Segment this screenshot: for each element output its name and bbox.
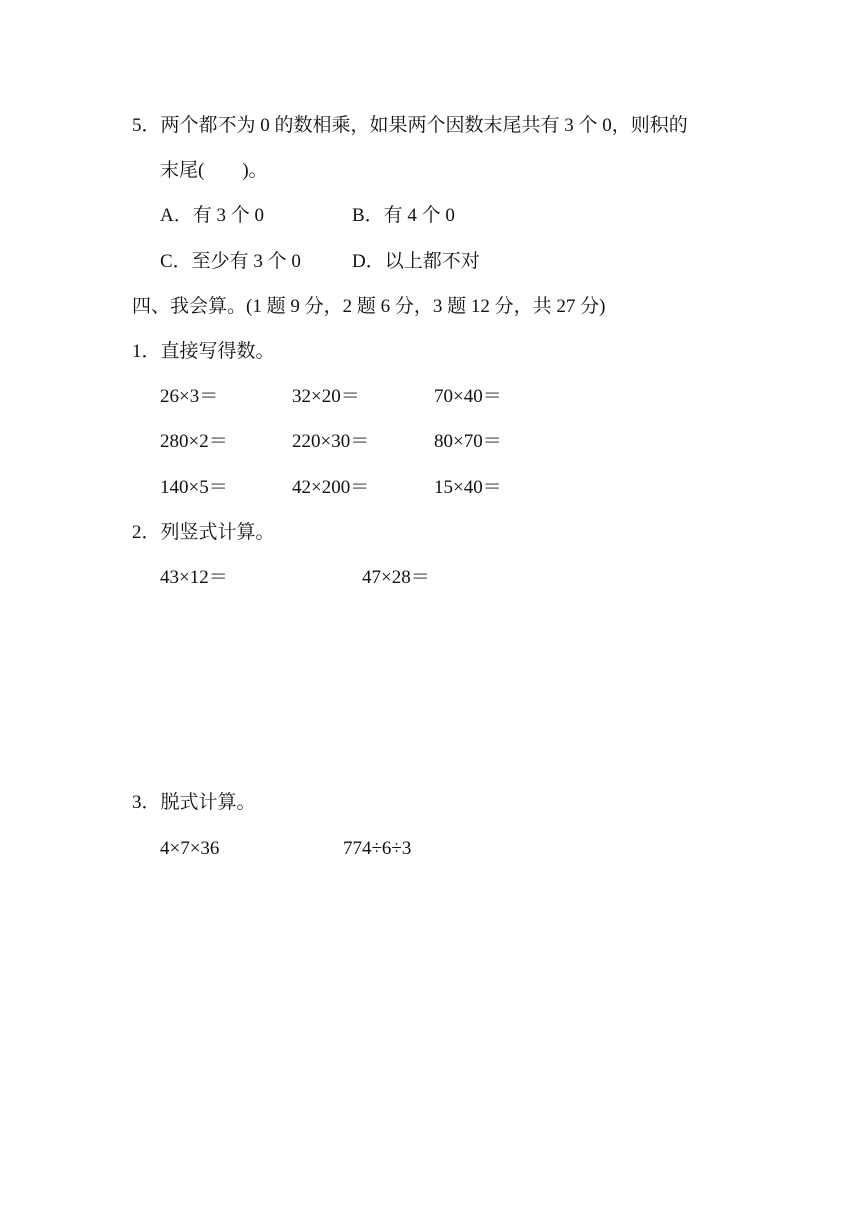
p1-expr-r3c3: 15×40＝ [434,477,502,498]
problem2-title: 2．列竖式计算。 [132,522,275,543]
q5-option-d: D．以上都不对 [352,251,480,272]
q5-option-b: B．有 4 个 0 [352,205,455,226]
q5-stem-line2: 末尾( )。 [160,160,268,181]
p1-expr-r3c1: 140×5＝ [160,477,228,498]
p1-expr-r1c3: 70×40＝ [434,386,502,407]
p1-expr-r2c1: 280×2＝ [160,431,228,452]
q5-stem-line1: 5．两个都不为 0 的数相乘，如果两个因数末尾共有 3 个 0，则积的 [132,115,688,136]
p3-expr-1: 4×7×36 [160,838,220,859]
p1-expr-r3c2: 42×200＝ [292,477,370,498]
p3-expr-2: 774÷6÷3 [343,838,412,859]
q5-option-c: C．至少有 3 个 0 [160,251,301,272]
p1-expr-r1c1: 26×3＝ [160,386,219,407]
p2-expr-2: 47×28＝ [362,567,430,588]
q5-option-a: A．有 3 个 0 [160,205,264,226]
p1-expr-r1c2: 32×20＝ [292,386,360,407]
problem3-title: 3．脱式计算。 [132,792,256,813]
problem1-title: 1．直接写得数。 [132,341,275,362]
p1-expr-r2c3: 80×70＝ [434,431,502,452]
p2-expr-1: 43×12＝ [160,567,228,588]
section4-heading: 四、我会算。(1 题 9 分，2 题 6 分，3 题 12 分，共 27 分) [132,296,606,317]
p1-expr-r2c2: 220×30＝ [292,431,370,452]
